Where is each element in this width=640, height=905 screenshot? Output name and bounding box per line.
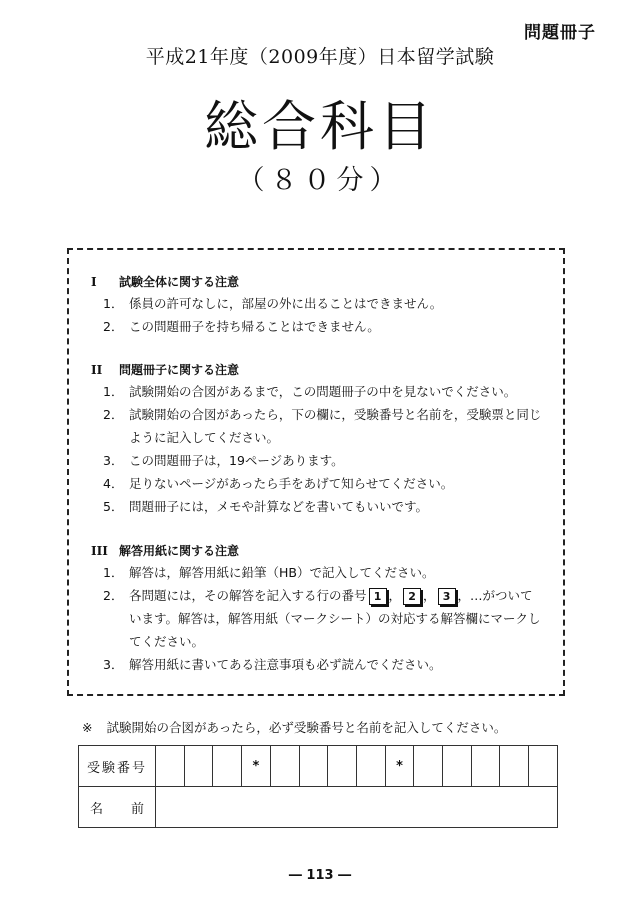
section-heading [91, 272, 545, 292]
name-label: 名 前 [79, 787, 156, 828]
list-item: 1． 係員の許可なしに，部屋の外に出ることはできません。 [103, 296, 443, 311]
footnote-text: 試験開始の合図があったら，必ず受験番号と名前を記入してください。 [106, 720, 507, 735]
exam-duration: （８０分） [237, 165, 403, 196]
reference-mark: ※ [82, 720, 93, 735]
list-item: 4． 足りないページがあったら手をあげて知らせてください。 [103, 476, 454, 491]
asterisk-cell: * [242, 746, 271, 787]
list-item: 1． 試験開始の合図があるまで，この問題冊子の中を見ないでください。 [103, 384, 517, 399]
section-number: I [91, 275, 97, 289]
list-item: 1． 解答は，解答用紙に鉛筆（HB）で記入してください。 [103, 565, 435, 580]
section-title: 試験全体に関する注意 [119, 275, 240, 289]
number-digit-box[interactable] [500, 746, 529, 787]
name-field[interactable] [156, 787, 558, 828]
number-digit-box[interactable] [184, 746, 213, 787]
list-item: 5． 問題冊子には，メモや計算などを書いてもいいです。 [103, 499, 429, 514]
number-digit-box[interactable] [529, 746, 558, 787]
number-digit-box[interactable] [156, 746, 185, 787]
section-heading [91, 541, 545, 561]
exam-title: 平成21年度（2009年度）日本留学試験 [145, 46, 495, 68]
page-number: ― 113 ― [288, 868, 352, 883]
section-heading [91, 360, 545, 380]
row-number-box: 1 [369, 588, 387, 605]
number-digit-box[interactable] [443, 746, 472, 787]
booklet-tag: 問題冊子 [524, 23, 596, 43]
list-item: 2． 各問題には，その解答を記入する行の番号 1 ， 2 ， 3 ，…がついています。解答は，解答用紙（マークシート）の対応する解答欄にマークしてください。 [103, 588, 541, 649]
section-title: 問題冊子に関する注意 [119, 363, 240, 377]
list-item: 3． 解答用紙に書いてある注意事項も必ず読んでください。 [103, 657, 442, 672]
number-digit-box[interactable] [270, 746, 299, 787]
list-item: 3． この問題冊子は，19ページあります。 [103, 453, 344, 468]
instructions-box [67, 248, 565, 696]
footnote [82, 718, 506, 736]
registration-form [78, 745, 558, 828]
number-digit-box[interactable] [356, 746, 385, 787]
subject-title: 総合科目 [204, 95, 436, 158]
row-number-box: 3 [438, 588, 456, 605]
section-number: II [91, 363, 103, 377]
examinee-number-label: 受験番号 [79, 746, 156, 787]
section-answer-sheet [91, 541, 545, 676]
asterisk-cell: * [385, 746, 414, 787]
examinee-number-row [79, 746, 558, 787]
section-booklet [91, 360, 545, 518]
section-title: 解答用紙に関する注意 [119, 544, 240, 558]
list-item: 2． 試験開始の合図があったら，下の欄に，受験番号と名前を，受験票と同じように記入してください。 [103, 407, 542, 445]
name-row [79, 787, 558, 828]
number-digit-box[interactable] [471, 746, 500, 787]
section-general [91, 272, 545, 338]
list-item: 2． この問題冊子を持ち帰ることはできません。 [103, 319, 380, 334]
number-digit-box[interactable] [213, 746, 242, 787]
number-digit-box[interactable] [414, 746, 443, 787]
number-digit-box[interactable] [299, 746, 328, 787]
row-number-box: 2 [403, 588, 421, 605]
section-number: III [91, 544, 108, 558]
number-digit-box[interactable] [328, 746, 357, 787]
